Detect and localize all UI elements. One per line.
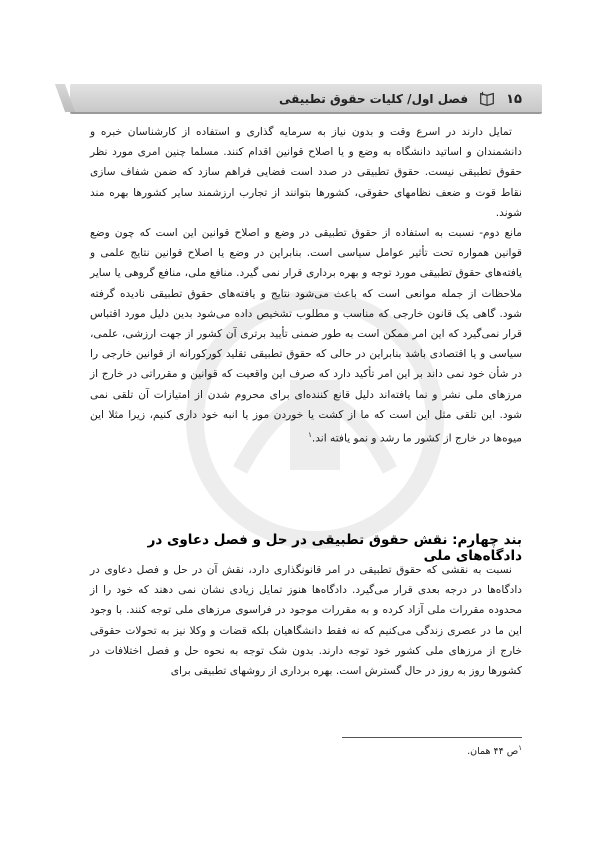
section-text: [90, 560, 522, 681]
book-icon: [478, 90, 496, 108]
paragraph-2: [90, 223, 522, 449]
footnote-reference: ۱: [308, 431, 312, 440]
footnote-divider: [342, 737, 522, 738]
body-text: [90, 122, 522, 449]
footnote-marker: ۱: [518, 744, 522, 752]
footnote-text: ص ۴۴ همان.: [467, 746, 519, 758]
header-content: [279, 88, 522, 110]
running-header: [70, 84, 542, 114]
paragraph-2-text: مانع دوم- نسبت به استفاده از حقوق تطبیقی در وضع و اصلاح قوانین این است که چون وضع قوانین همواره تحت تأثیر عوامل سیاسی است. بنابراین در وضع یا اصلاح قوانین نتایج علمی و یافته‌های حقوق تطبیقی مورد توجه و بهره برداری قرار نمی گیرد. منافع ملی، منافع گروهی یا سایر ملاحظات از جمله موانعی است که باعث می‌شود نتایج و یافته‌های حقوق تطبیقی نادیده گرفته شود. گاهی یک قانون خارجی که مناسب و مطلوب تشخیص داده می‌شود بدین دلیل مورد اقتباس قرار نمی‌گیرد که این امر ممکن است به طور ضمنی تأیید برتری آن کشور از جهت ارزشی، علمی، سیاسی و یا اقتصادی باشد بنابراین در حالی که حقوق تطبیقی تقلید کورکورانه از قوانین خارجی را در شأن خود نمی داند بر این امر تأکید دارد که صرف این واقعیت که قوانین و مقرراتی در خارج از مرزهای ملی نشر و نما یافته‌اند دلیل قانع کننده‌ای برای محروم شدن از امتیازات آن تلقی نمی شود. این تلقی مثل این است که ما از کشت یا خوردن موز یا انبه خود داری کنیم، زیرا مثلا این میوه‌ها در خارج از کشور ما رشد و نمو یافته اند.: [90, 227, 522, 445]
section-paragraph: نسبت به نقشی که حقوق تطبیقی در امر قانونگذاری دارد، نقش آن در حل و فصل دعاوی در دادگاه‌ها در درجه بعدی قرار می‌گیرد. دادگاه‌ها هنوز تمایل زیادی نشان نمی دهند که خود را از محدوده مقررات ملی آزاد کرده و به مقررات موجود در فراسوی مرزهای ملی توجه کنند. با وجود این ما در عصری زندگی می‌کنیم که نه فقط دانشگاهیان بلکه قضات و وکلا نیز به تحولات حقوقی خارج از مرزهای ملی کشور خود توجه دارند. بدون شک توجه به نحوه حل و فصل اختلافات در کشورها روز به روز در حال گسترش است. بهره برداری از روشهای تطبیقی برای: [90, 564, 522, 678]
paragraph-1: تمایل دارند در اسرع وقت و بدون نیاز به سرمایه گذاری و استفاده از کارشناسان خبره و دانشمندان و اساتید دانشگاه به وضع و یا اصلاح قوانین اقدام کنند. مسلما چنین امری مورد نظر حقوق تطبیقی نیست. حقوق تطبیقی در صدد است فضایی فراهم سازد که ضمن شفاف سازی نقاط قوت و ضعف نظامهای حقوقی، کشورها بتوانند از تجارب ارزشمند سایر کشورها بهره مند شوند.: [90, 126, 522, 219]
page-number: ۱۵: [506, 91, 522, 107]
chapter-title: فصل اول/ کلیات حقوق تطبیقی: [279, 92, 469, 106]
section-heading: بند چهارم: نقش حقوق تطبیقی در حل و فصل دعاوی در دادگاه‌های ملی: [147, 532, 522, 564]
footnote: [300, 744, 522, 757]
